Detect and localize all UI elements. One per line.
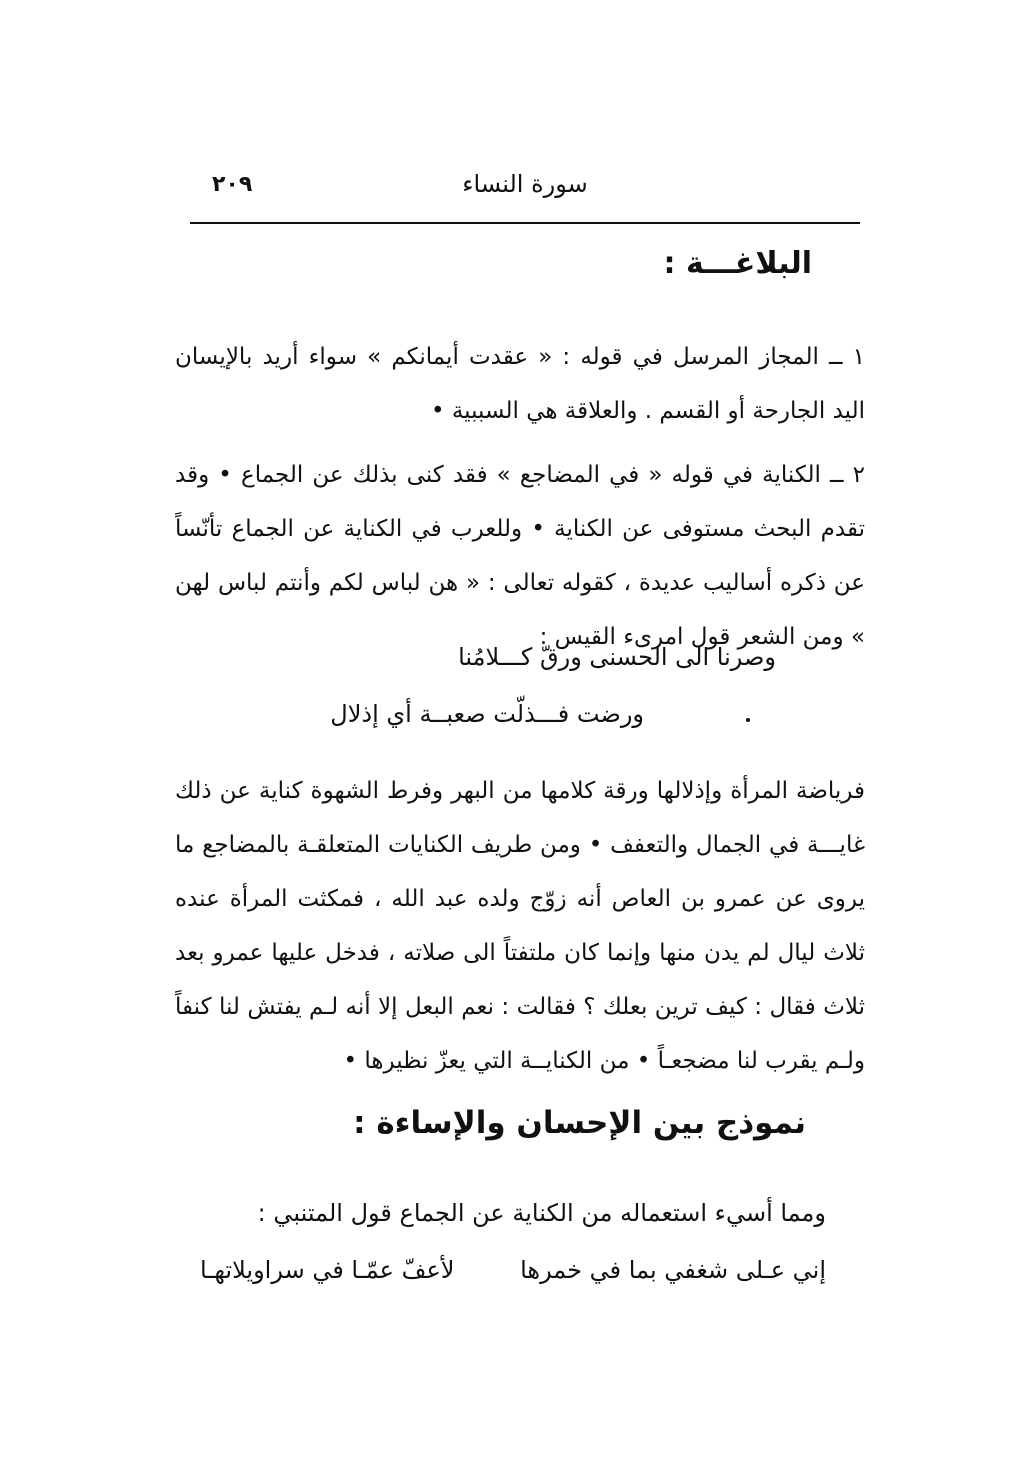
header-rule [190,222,860,224]
paragraph-majaz: ١ ــ المجاز المرسل في قوله : « عقدت أيمانكم » سواء أريد بالإيسان اليد الجارحة أو القسم . والعلاقة هي السببية • [175,344,865,424]
section-heading-model: نموذج بين الإحسان والإساءة : [353,1105,806,1141]
paragraph-mutanabbi: ومما أسيء استعماله من الكناية عن الجماع قول المتنبي : [257,1199,826,1227]
section-heading-balagha: البلاغـــة : [663,246,812,281]
page-number: ٢٠٩ [212,172,253,197]
verse-hemistich-first: إني عـلى شغفي بما في خمرها [520,1256,826,1284]
verse-hemistich-second: لأعفّ عمّـا في سراويلاتهـا [200,1256,455,1284]
verse-line-first: وصرنا الى الحسنى ورقّ كـــلامُنا [458,643,776,671]
running-title: سورة النساء [462,170,588,198]
stray-dot [746,718,750,722]
paragraph-riyada: فرياضة المرأة وإذلالها ورقة كلامها من البهر وفرط الشهوة كناية عن ذلك غايـــة في الجمال والتعفف • ومن طريف الكنايات المتعلقـة بالمضاجع ما يروى عن عمرو بن العاص أنه زوّج ولده عبد الله ، فمكثت المرأة عنده ثلاث ليال لم يدن منها وإنما كان ملتفتاً الى صلاته ، فدخل عليها عمرو بعد ثلاث فقال : كيف ترين بعلك ؟ فقالت : نعم البعل إلا أنه لـم يفتش لنا كنفاً ولـم يقرب لنا مضجعـاً • من الكنايــة التي يعزّ نظيرها • [175,778,865,1074]
verse-line-second: ورضت فـــذلّت صعبــة أي إذلال [330,700,644,728]
verse-mutanabbi [200,1256,826,1306]
page-header [190,168,860,208]
paragraph-kinaya: ٢ ــ الكناية في قوله « في المضاجع » فقد كنى بذلك عن الجماع • وقد تقدم البحث مستوفى عن الكناية • وللعرب في الكناية عن الجماع تأنّساً عن ذكره أساليب عديدة ، كقوله تعالى : « هن لباس لكم وأنتم لباس لهن » ومن الشعر قول امرىء القيس : [175,462,865,650]
